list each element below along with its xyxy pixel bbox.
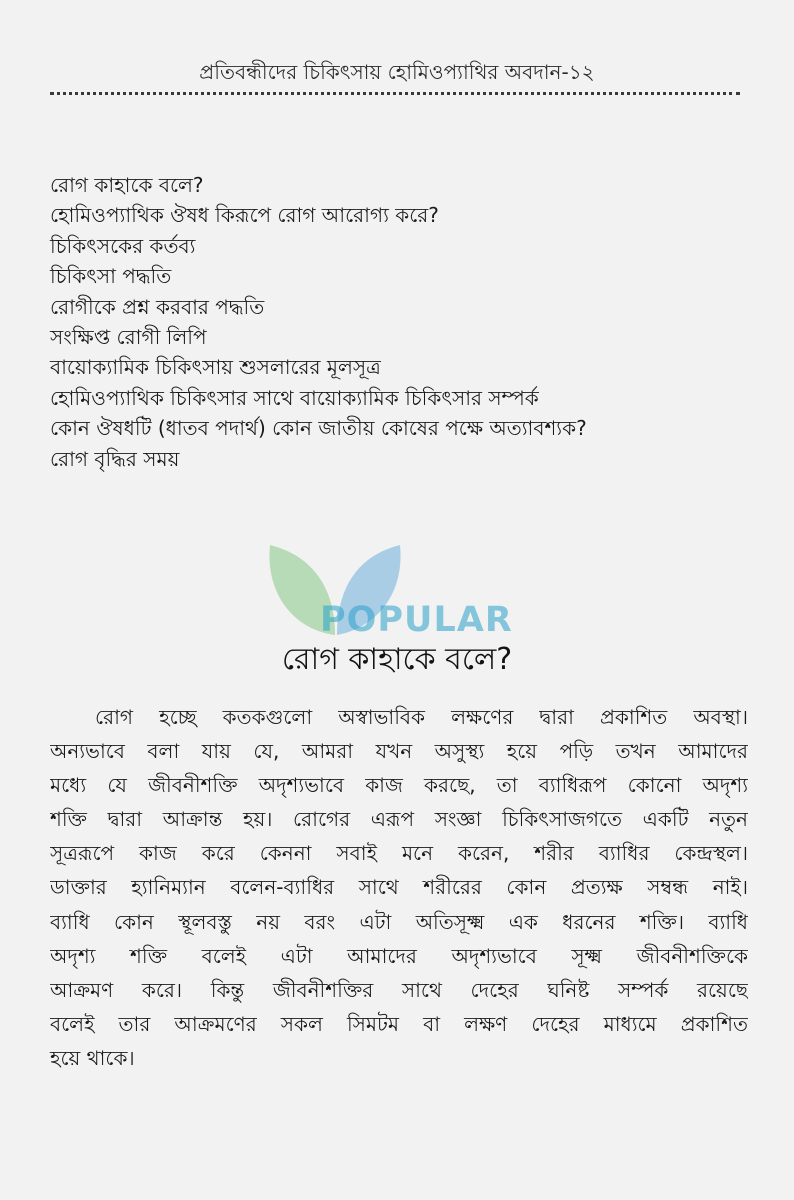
paragraph-line: রোগ হচ্ছে কতকগুলো অস্বাভাবিক লক্ষণের দ্বারা প্রকাশিত অবস্থা। bbox=[95, 705, 748, 729]
paragraph-line: ডাক্তার হ্যানিম্যান বলেন-ব্যাধির সাথে শরীরের কোন প্রত্যক্ষ সম্বন্ধ নাই। bbox=[50, 875, 748, 900]
topic-item: সংক্ষিপ্ত রোগী লিপি bbox=[50, 324, 207, 349]
body-paragraph bbox=[50, 700, 748, 1075]
topic-item: বায়োক্যামিক চিকিৎসায় শুসলারের মূলসূত্র bbox=[50, 355, 381, 380]
header-dotted-rule bbox=[50, 92, 740, 95]
topic-item: রোগ বৃদ্ধির সময় bbox=[50, 446, 180, 471]
paragraph-line: ব্যাধি কোন স্থূলবস্তু নয় বরং এটা অতিসূক্ষ্ম এক ধরনের শক্তি। ব্যাধি bbox=[50, 909, 748, 934]
paragraph-line: হয়ে থাকে। bbox=[50, 1045, 135, 1070]
paragraph-line: সূত্ররূপে কাজ করে কেননা সবাই মনে করেন, শরীর ব্যাধির কেন্দ্রস্থল। bbox=[50, 841, 748, 866]
topic-item: হোমিওপ্যাথিক ঔষধ কিরূপে রোগ আরোগ্য করে? bbox=[50, 203, 439, 228]
paragraph-line: বলেই তার আক্রমণের সকল সিমটম বা লক্ষণ দেহের মাধ্যমে প্রকাশিত bbox=[50, 1011, 748, 1036]
paragraph-line: আক্রমণ করে। কিন্তু জীবনীশক্তির সাথে দেহের ঘনিষ্ট সম্পর্ক রয়েছে bbox=[50, 977, 748, 1002]
topic-list bbox=[50, 170, 750, 474]
topic-item: হোমিওপ্যাথিক চিকিৎসার সাথে বায়োক্যামিক চিকিৎসার সম্পর্ক bbox=[50, 385, 539, 410]
section-title: রোগ কাহাকে বলে? bbox=[281, 642, 513, 677]
topic-item: কোন ঔষধটি (ধাতব পদার্থ) কোন জাতীয় কোষের পক্ষে অত্যাবশ্যক? bbox=[50, 416, 587, 441]
topic-item: রোগ কাহাকে বলে? bbox=[50, 173, 204, 197]
paragraph-line: মধ্যে যে জীবনীশক্তি অদৃশ্যভাবে কাজ করছে, তা ব্যাধিরূপ কোনো অদৃশ্য bbox=[50, 773, 748, 798]
paragraph-line: শক্তি দ্বারা আক্রান্ত হয়। রোগের এরূপ সংজ্ঞা চিকিৎসাজগতে একটি নতুন bbox=[50, 807, 748, 832]
topic-item: চিকিৎসা পদ্ধতি bbox=[50, 264, 172, 289]
watermark-brand: POPULAR bbox=[320, 600, 513, 640]
topic-item: রোগীকে প্রশ্ন করবার পদ্ধতি bbox=[50, 294, 265, 319]
paragraph-line: অন্যভাবে বলা যায় যে, আমরা যখন অসুস্থ্য হয়ে পড়ি তখন আমাদের bbox=[50, 739, 748, 764]
topic-item: চিকিৎসকের কর্তব্য bbox=[50, 233, 196, 258]
paragraph-line: অদৃশ্য শক্তি বলেই এটা আমাদের অদৃশ্যভাবে সূক্ষ্ম জীবনীশক্তিকে bbox=[50, 943, 748, 968]
running-header: প্রতিবন্ধীদের চিকিৎসায় হোমিওপ্যাথির অবদান-১২ bbox=[199, 60, 595, 84]
